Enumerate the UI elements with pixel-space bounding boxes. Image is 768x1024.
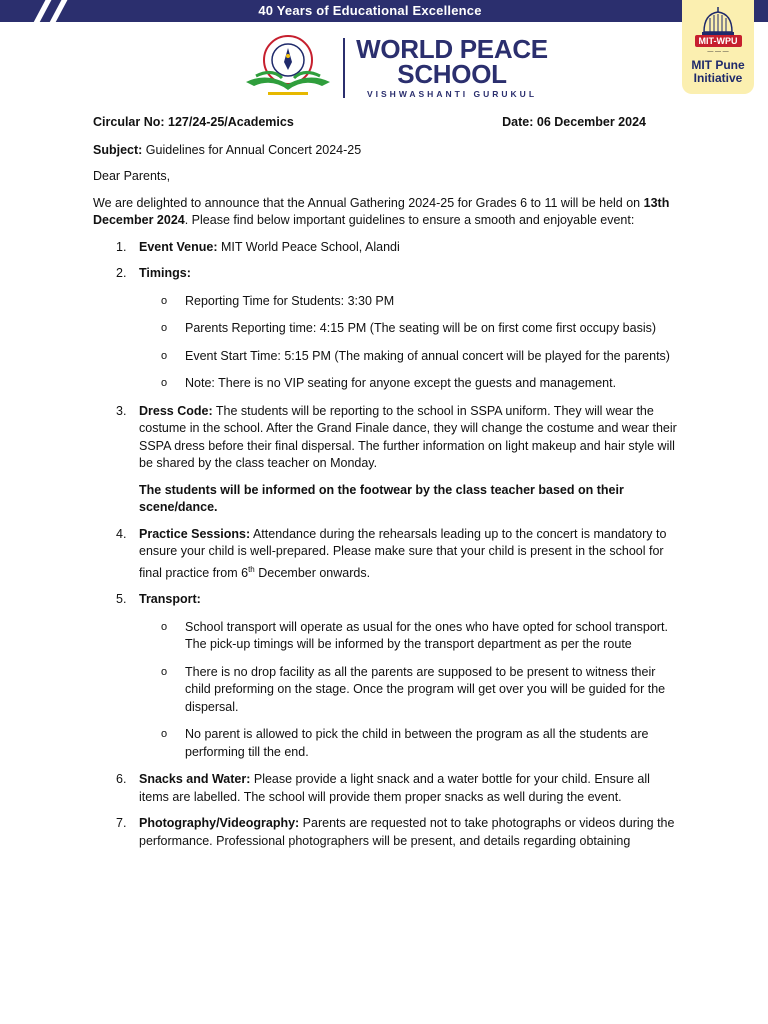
badge-divider: — — — xyxy=(707,49,729,55)
list-item: 7. Photography/Videography: Parents are requested not to take photographs or videos during the performance. Professional photographers will be present, and details regarding obtaining xyxy=(116,816,675,848)
salutation: Dear Parents, xyxy=(93,169,171,183)
bullet-item: o Note: There is no VIP seating for anyone except the guests and management. xyxy=(139,375,681,393)
subject-line: Subject: Guidelines for Annual Concert 2024-25 xyxy=(93,142,362,157)
bullet-icon: o xyxy=(161,665,168,678)
list-item: 2. Timings: o Reporting Time for Students: 3:30 PM o Parents Reporting time: 4:15 PM (The seating will be on first come first occupy basis) o Event Start Time: 5:15 PM (The making of annual concert will be played for the parents) o Note: There is no VIP seating for anyone except the guests and management. xyxy=(93,265,681,393)
circular-header-row xyxy=(93,114,681,132)
bullet-item: o School transport will operate as usual for the ones who have opted for school transport. The pick-up timings will be informed by the transport department as per the route xyxy=(161,619,668,652)
footwear-note: The students will be informed on the footwear by the class teacher based on their scene/dance. xyxy=(139,482,624,514)
circular-date: Date: 06 December 2024 xyxy=(502,115,646,129)
bullet-item: o No parent is allowed to pick the child in between the program as all the students are performing till the end. xyxy=(161,727,649,759)
list-item: 3. Dress Code: The students will be reporting to the school in SSPA uniform. They will wear the costume in the school. After the Grand Finale dance, they will change the costume and wear their SSPA dress before their final dispersal. The further information on light makeup and hair style will be shared by the class teacher on Monday. The students will be informed on the footwear by the class teacher based on their scene/dance. xyxy=(93,403,681,517)
bullet-item: o There is no drop facility as all the parents are supposed to be present to witness their child preforming on the stage. Once the program will get over you will be guided for the dispersal. xyxy=(161,664,666,714)
list-item: 6. Snacks and Water: Please provide a light snack and a water bottle for your child. Ensure all items are labelled. The school will provide them proper snacks as well during the event. xyxy=(116,772,650,804)
list-item: 4. Practice Sessions: Attendance during the rehearsals leading up to the concert is mandatory to ensure your child is well-prepared. Please make sure that your child is present in the school for final practice from 6th December onwards. xyxy=(116,526,667,580)
badge-initiative: MIT Pune Initiative xyxy=(691,58,745,85)
school-name: WORLD PEACE SCHOOL xyxy=(356,34,548,89)
bullet-icon: o xyxy=(161,620,168,633)
dome-icon xyxy=(700,6,736,36)
badge-name: MIT-WPU xyxy=(682,36,754,46)
banner-tagline: 40 Years of Educational Excellence xyxy=(258,3,482,18)
intro-paragraph: We are delighted to announce that the Annual Gathering 2024-25 for Grades 6 to 11 will be held on 13th December 2024. Please find below important guidelines to ensure a smooth and enjoyable event: xyxy=(93,195,670,227)
logo-divider xyxy=(343,38,345,98)
transport-bullets xyxy=(139,619,681,762)
list-item: 1. Event Venue: MIT World Peace School, Alandi xyxy=(116,239,400,254)
mit-wpu-badge xyxy=(682,0,754,94)
guidelines-list xyxy=(93,239,681,851)
circular-number: Circular No: 127/24-25/Academics xyxy=(93,115,294,129)
bullet-item: o Event Start Time: 5:15 PM (The making of annual concert will be played for the parents) xyxy=(139,348,681,366)
bullet-icon: o xyxy=(161,294,168,307)
bullet-icon: o xyxy=(161,728,168,741)
top-banner xyxy=(0,0,768,22)
list-item: 5. Transport: o School transport will operate as usual for the ones who have opted for school transport. The pick-up timings will be informed by the transport department as per the route o There is no drop facility as all the parents are supposed to be present to witness their child preforming on the stage. Once the program will get over you will be guided for the dispersal. o No parent is allowed to pick the child in between the program as all the students are performing till the end. xyxy=(93,591,681,761)
bullet-icon: o xyxy=(161,349,168,362)
bullet-item: o Reporting Time for Students: 3:30 PM xyxy=(139,293,681,311)
school-subtitle: VISHWASHANTI GURUKUL xyxy=(366,89,538,99)
timings-bullets xyxy=(139,293,681,393)
bullet-icon: o xyxy=(161,377,168,389)
circular-body xyxy=(93,114,681,859)
bullet-item: o Parents Reporting time: 4:15 PM (The seating will be on first come first occupy basis) xyxy=(139,320,681,338)
school-emblem-icon xyxy=(242,32,334,98)
bullet-icon: o xyxy=(161,322,168,334)
